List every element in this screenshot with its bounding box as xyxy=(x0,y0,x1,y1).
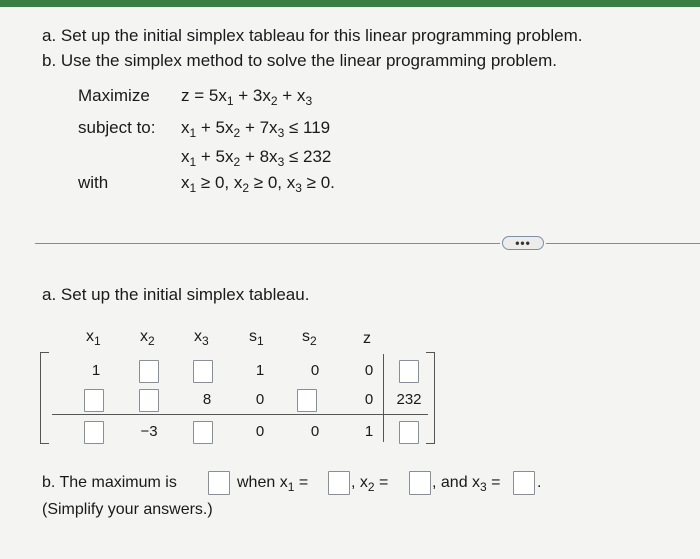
instruction-b: b. Use the simplex method to solve the linear programming problem. xyxy=(42,51,557,70)
subject-to-label: subject to: xyxy=(78,118,156,137)
matrix-right-bracket xyxy=(426,352,435,444)
cell-r3-z: 1 xyxy=(364,423,374,440)
input-r1-x2[interactable] xyxy=(139,360,159,383)
cell-r1-s1: 1 xyxy=(255,362,265,379)
section-divider-left xyxy=(35,243,500,244)
cell-r1-z: 0 xyxy=(364,362,374,379)
input-r3-x1[interactable] xyxy=(84,421,104,444)
part-b-maximum-text: b. The maximum is xyxy=(42,474,177,491)
input-r2-x2[interactable] xyxy=(139,389,159,412)
header-s2: $s_2$ xyxy=(302,328,317,348)
nonnegativity-constraints: $x_1 \ge 0$, $x_2 \ge 0$, $x_3 \ge 0$. xyxy=(181,173,335,195)
constraint-1: $x_1 + 5x_2 + 7x_3 \le 119$ xyxy=(181,118,331,140)
with-label: with xyxy=(78,173,109,192)
header-x3: $x_3$ xyxy=(194,328,209,348)
cell-r1-s2: 0 xyxy=(310,362,320,379)
header-z: z xyxy=(363,330,371,347)
part-b-and-text: , and $x_3$ = xyxy=(432,474,501,494)
cell-r1-x1: 1 xyxy=(91,362,101,379)
maximize-label: Maximize xyxy=(78,86,150,105)
instruction-a: a. Set up the initial simplex tableau for this linear programming problem. xyxy=(42,26,583,45)
simplify-note: (Simplify your answers.) xyxy=(42,501,213,518)
cell-r3-x2: −3 xyxy=(140,423,158,440)
cell-r2-z: 0 xyxy=(364,391,374,408)
matrix-left-bracket xyxy=(40,352,49,444)
top-accent-bar xyxy=(0,0,700,7)
part-a-heading: a. Set up the initial simplex tableau. xyxy=(42,285,310,304)
cell-r3-s2: 0 xyxy=(310,423,320,440)
objective-function: $z = 5x_1 + 3x_2 + x_3$ xyxy=(181,86,313,108)
x3-value-input[interactable] xyxy=(513,471,535,495)
tableau-row-separator xyxy=(52,414,428,415)
part-b-period: . xyxy=(537,474,542,491)
header-x1: $x_1$ xyxy=(86,328,101,348)
maximum-value-input[interactable] xyxy=(208,471,230,495)
constraint-2: $x_1 + 5x_2 + 8x_3 \le 232$ xyxy=(181,147,332,169)
input-r3-x3[interactable] xyxy=(193,421,213,444)
input-r1-x3[interactable] xyxy=(193,360,213,383)
input-r3-rhs[interactable] xyxy=(399,421,419,444)
tableau-column-separator xyxy=(383,354,384,442)
header-s1: $s_1$ xyxy=(249,328,264,348)
input-r2-s2[interactable] xyxy=(297,389,317,412)
cell-r2-rhs: 232 xyxy=(396,391,422,408)
x2-value-input[interactable] xyxy=(409,471,431,495)
part-b-when-text: when $x_1$ = xyxy=(237,474,309,494)
input-r2-x1[interactable] xyxy=(84,389,104,412)
section-divider-right xyxy=(546,243,700,244)
more-options-button[interactable]: ••• xyxy=(502,236,544,250)
part-b-x2-text: , $x_2$ = xyxy=(351,474,389,494)
header-x2: $x_2$ xyxy=(140,328,155,348)
cell-r3-s1: 0 xyxy=(255,423,265,440)
x1-value-input[interactable] xyxy=(328,471,350,495)
cell-r2-s1: 0 xyxy=(255,391,265,408)
cell-r2-x3: 8 xyxy=(202,391,212,408)
input-r1-rhs[interactable] xyxy=(399,360,419,383)
